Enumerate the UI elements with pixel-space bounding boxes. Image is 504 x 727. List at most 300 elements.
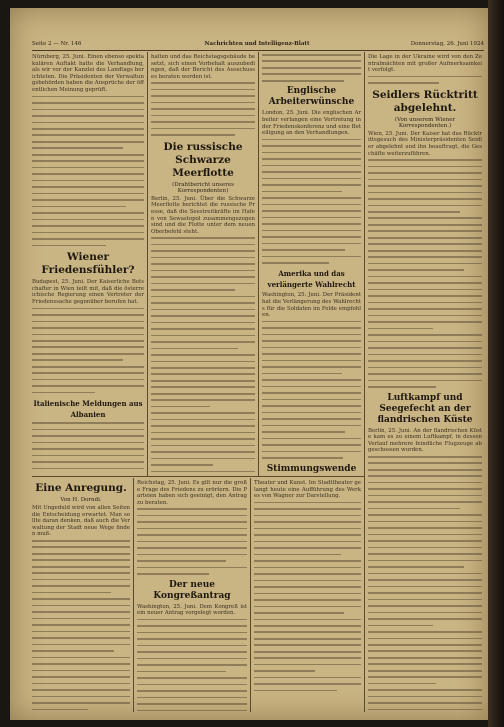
text-line bbox=[368, 702, 482, 704]
text-line bbox=[368, 289, 482, 291]
text-line bbox=[254, 567, 361, 569]
article-text: Budapest, 25. Juni. Der Kaiserliche Botschafter in Wien teilt mit, daß die österreichische Regierung einen Vertreter der Friedenssache gegenüber berufen hat. bbox=[32, 279, 144, 305]
headline-englische-arbeiterwuensche: Englische Arbeiterwünsche bbox=[268, 86, 355, 108]
column-4 bbox=[368, 54, 482, 710]
text-line bbox=[262, 73, 361, 75]
text-line bbox=[137, 710, 247, 712]
text-line bbox=[137, 703, 247, 705]
text-line bbox=[262, 392, 361, 394]
article-text: London, 25. Juni. Die englischen Arbeiter verlangen eine Vertretung in der Friedenskonferenz und eine Beteiligung an den Verhandlungen. bbox=[262, 110, 361, 137]
text-line bbox=[32, 429, 144, 431]
text-line bbox=[151, 89, 255, 91]
text-line bbox=[262, 80, 344, 82]
article-text: Theater und Kunst. Im Stadttheater gelangt heute eine Aufführung des Werkes von Wagner zur Darstellung. bbox=[254, 480, 361, 500]
text-line bbox=[368, 579, 482, 581]
text-line bbox=[137, 638, 247, 640]
text-line bbox=[137, 547, 247, 549]
text-line bbox=[151, 289, 235, 291]
text-line bbox=[262, 431, 345, 433]
text-line bbox=[254, 508, 361, 510]
text-line bbox=[368, 172, 482, 174]
text-line bbox=[368, 263, 482, 265]
text-line bbox=[32, 579, 130, 581]
text-line bbox=[368, 488, 482, 490]
text-line bbox=[151, 335, 255, 337]
text-line bbox=[254, 625, 361, 627]
text-line bbox=[137, 664, 247, 666]
text-line bbox=[151, 82, 255, 84]
text-line bbox=[368, 76, 482, 78]
text-line bbox=[254, 593, 361, 595]
text-line bbox=[137, 619, 247, 621]
headline-italienische-meldungen: Italienische Meldungen aus Albanien bbox=[33, 399, 143, 420]
text-line bbox=[151, 322, 255, 324]
header-page-number: Seite 2 — Nr. 146 bbox=[32, 41, 82, 47]
column-rule bbox=[364, 52, 365, 712]
text-line bbox=[32, 232, 144, 234]
text-line bbox=[262, 54, 361, 56]
text-line bbox=[32, 392, 95, 394]
text-line bbox=[137, 560, 226, 562]
text-line bbox=[262, 405, 361, 407]
text-line bbox=[368, 573, 482, 575]
article-text: Nürnberg, 25. Juni. Einen ebenso spektakulären Auftakt hatte die Verhandlung, als wir vor der Kanzlei des Landtags berichteten. Die Präsidenten der Verwaltungsbehörden haben die Ansprüche der öffentlichen Meinung geprüft. bbox=[32, 54, 144, 93]
text-line bbox=[254, 573, 361, 575]
text-line bbox=[151, 302, 255, 304]
text-line bbox=[137, 567, 247, 569]
text-line bbox=[151, 367, 255, 369]
text-line bbox=[32, 468, 144, 470]
text-line bbox=[137, 625, 247, 627]
header-date: Donnerstag, 26. Juni 1924 bbox=[410, 41, 484, 47]
text-line bbox=[368, 308, 482, 310]
text-line bbox=[368, 618, 482, 620]
text-line bbox=[151, 328, 255, 330]
text-line bbox=[368, 230, 482, 232]
headline-wiener-friedensfuehler: Wiener Friedensfühler? bbox=[41, 251, 135, 277]
text-line bbox=[368, 205, 482, 207]
text-line bbox=[32, 245, 106, 247]
text-line bbox=[32, 624, 130, 626]
text-line bbox=[262, 360, 361, 362]
text-line bbox=[368, 670, 482, 672]
subhead-anregung-author: Von H. Dorndi. bbox=[60, 497, 102, 503]
text-line bbox=[262, 230, 361, 232]
text-line bbox=[368, 456, 482, 458]
text-line bbox=[32, 618, 130, 620]
text-line bbox=[151, 237, 255, 239]
bottom-column-1 bbox=[32, 480, 130, 712]
text-line bbox=[368, 250, 482, 252]
text-line bbox=[254, 619, 361, 621]
text-line bbox=[368, 547, 482, 549]
text-line bbox=[32, 225, 144, 227]
text-line bbox=[32, 442, 144, 444]
text-line bbox=[368, 521, 482, 523]
text-line bbox=[32, 96, 144, 98]
text-line bbox=[32, 314, 144, 316]
text-line bbox=[137, 651, 247, 653]
text-line bbox=[32, 702, 130, 704]
text-line bbox=[254, 683, 361, 685]
text-line bbox=[262, 373, 342, 375]
text-line bbox=[32, 540, 130, 542]
article-text: Berlin, 25. Juni. An der flandrischen Küste kam es zu einem Luftkampf, in dessen Verlauf mehrere feindliche Flugzeuge abgeschossen wurden. bbox=[368, 427, 482, 454]
text-line bbox=[368, 689, 482, 691]
text-line bbox=[32, 334, 144, 336]
text-line bbox=[151, 464, 213, 466]
text-line bbox=[254, 657, 361, 659]
text-line bbox=[32, 128, 144, 130]
text-line bbox=[368, 676, 482, 678]
text-line bbox=[32, 546, 130, 548]
text-line bbox=[137, 534, 247, 536]
text-line bbox=[262, 178, 361, 180]
text-line bbox=[137, 671, 226, 673]
text-line bbox=[368, 540, 482, 542]
text-line bbox=[262, 139, 361, 141]
page-header bbox=[32, 38, 484, 51]
text-line bbox=[262, 236, 361, 238]
article-text: halten und das Reichstagsgebäude besetzt, sich einen Vorbehalt auszubedingen, daß der Bericht des Ausschusses beraten worden ist. bbox=[151, 54, 255, 80]
text-line bbox=[262, 327, 361, 329]
subhead-seidler: (Von unserem Wiener Korrespondenten.) bbox=[394, 116, 456, 129]
text-line bbox=[262, 438, 361, 440]
text-line bbox=[151, 134, 235, 136]
column-rule bbox=[258, 52, 259, 476]
text-line bbox=[32, 461, 144, 463]
text-line bbox=[368, 508, 460, 510]
text-line bbox=[368, 514, 482, 516]
text-line bbox=[32, 422, 144, 424]
text-line bbox=[368, 462, 482, 464]
text-line bbox=[32, 696, 130, 698]
text-line bbox=[368, 592, 482, 594]
text-line bbox=[137, 528, 247, 530]
text-line bbox=[32, 353, 144, 355]
text-line bbox=[368, 696, 482, 698]
text-line bbox=[32, 676, 130, 678]
text-line bbox=[368, 657, 482, 659]
text-line bbox=[368, 224, 482, 226]
headline-luftkampf: Luftkampf und Seegefecht an der flandrischen Küste bbox=[377, 392, 473, 425]
text-line bbox=[32, 553, 130, 555]
headline-stimmungswende-china: Stimmungswende bbox=[266, 463, 357, 474]
text-line bbox=[32, 566, 130, 568]
text-line bbox=[368, 599, 482, 601]
text-line bbox=[262, 399, 361, 401]
text-line bbox=[32, 689, 130, 691]
text-line bbox=[151, 315, 255, 317]
text-line bbox=[368, 302, 482, 304]
text-line bbox=[137, 658, 247, 660]
text-line bbox=[32, 167, 144, 169]
text-line bbox=[368, 663, 482, 665]
text-line bbox=[32, 448, 144, 450]
text-line bbox=[151, 257, 255, 259]
text-line bbox=[32, 321, 144, 323]
text-line bbox=[151, 128, 255, 130]
text-line bbox=[368, 495, 482, 497]
text-line bbox=[262, 321, 361, 323]
text-line bbox=[151, 283, 255, 285]
text-line bbox=[368, 386, 436, 388]
text-line bbox=[254, 534, 361, 536]
text-line bbox=[151, 276, 255, 278]
text-line bbox=[368, 315, 482, 317]
text-line bbox=[262, 425, 361, 427]
text-line bbox=[151, 108, 255, 110]
text-line bbox=[262, 243, 361, 245]
text-line bbox=[254, 502, 361, 504]
text-line bbox=[151, 373, 255, 375]
text-line bbox=[151, 432, 255, 434]
text-line bbox=[32, 598, 130, 600]
text-line bbox=[262, 412, 361, 414]
text-line bbox=[262, 451, 361, 453]
text-line bbox=[32, 709, 88, 711]
text-line bbox=[368, 469, 482, 471]
text-line bbox=[32, 435, 144, 437]
text-line bbox=[368, 501, 482, 503]
text-line bbox=[262, 171, 361, 173]
text-line bbox=[137, 677, 247, 679]
text-line bbox=[262, 67, 361, 69]
text-line bbox=[151, 244, 255, 246]
column-rule bbox=[250, 478, 251, 712]
text-line bbox=[32, 160, 144, 162]
text-line bbox=[32, 109, 144, 111]
headline-eine-anregung: Eine Anregung. bbox=[35, 482, 127, 494]
text-line bbox=[368, 373, 482, 375]
text-line bbox=[368, 482, 482, 484]
text-line bbox=[262, 217, 361, 219]
text-line bbox=[137, 541, 247, 543]
section-rule bbox=[32, 476, 364, 477]
text-line bbox=[32, 611, 130, 613]
text-line bbox=[262, 347, 361, 349]
text-line bbox=[254, 521, 361, 523]
text-line bbox=[137, 645, 247, 647]
text-line bbox=[151, 121, 255, 123]
text-line bbox=[254, 690, 337, 692]
text-line bbox=[137, 684, 247, 686]
text-line bbox=[32, 572, 130, 574]
text-line bbox=[368, 354, 482, 356]
text-line bbox=[254, 638, 361, 640]
text-line bbox=[32, 141, 144, 143]
text-line bbox=[368, 360, 482, 362]
text-line bbox=[254, 547, 361, 549]
text-line bbox=[151, 115, 255, 117]
binding-edge bbox=[488, 0, 504, 727]
text-line bbox=[137, 632, 247, 634]
text-line bbox=[262, 386, 361, 388]
text-line bbox=[262, 165, 361, 167]
text-line bbox=[262, 418, 361, 420]
text-line bbox=[32, 455, 144, 457]
text-line bbox=[254, 677, 361, 679]
text-line bbox=[32, 206, 126, 208]
article-text: Mit Ungeduld wird von allen Seiten die Entscheidung erwartet. Man sollte daran denken, daß auch die Verwaltung der Stadt neue Wege finden muß. bbox=[32, 505, 130, 538]
text-line bbox=[368, 527, 482, 529]
text-line bbox=[368, 605, 482, 607]
text-line bbox=[262, 379, 361, 381]
text-line bbox=[151, 309, 255, 311]
text-line bbox=[254, 599, 361, 601]
text-line bbox=[32, 122, 144, 124]
text-line bbox=[368, 282, 482, 284]
text-line bbox=[32, 637, 130, 639]
text-line bbox=[32, 644, 130, 646]
text-line bbox=[262, 158, 361, 160]
text-line bbox=[151, 406, 210, 408]
text-line bbox=[32, 346, 144, 348]
text-line bbox=[32, 180, 144, 182]
text-line bbox=[254, 651, 361, 653]
text-line bbox=[262, 223, 361, 225]
text-line bbox=[262, 256, 361, 258]
text-line bbox=[254, 541, 361, 543]
text-line bbox=[32, 559, 130, 561]
text-line bbox=[151, 386, 255, 388]
text-line bbox=[368, 328, 433, 330]
text-line bbox=[368, 612, 482, 614]
text-line bbox=[368, 166, 482, 168]
article-text: Washington, 25. Juni. Dem Kongreß ist ein neuer Antrag vorgelegt worden. bbox=[137, 603, 247, 617]
text-line bbox=[151, 250, 255, 252]
text-line bbox=[254, 631, 361, 633]
text-line bbox=[32, 154, 144, 156]
text-line bbox=[368, 625, 433, 627]
text-line bbox=[262, 184, 361, 186]
text-line bbox=[368, 276, 482, 278]
text-line bbox=[262, 197, 361, 199]
text-line bbox=[32, 212, 144, 214]
column-rule bbox=[133, 478, 134, 712]
text-line bbox=[32, 670, 130, 672]
newspaper-page bbox=[10, 8, 488, 720]
text-line bbox=[368, 638, 482, 640]
text-line bbox=[151, 380, 255, 382]
text-line bbox=[137, 521, 247, 523]
text-line bbox=[254, 560, 361, 562]
subhead-schwarze-meerflotte: (Drahtbericht unseres Korrespondenten) bbox=[172, 181, 234, 194]
text-line bbox=[32, 605, 130, 607]
bottom-column-2 bbox=[137, 480, 247, 712]
text-line bbox=[254, 670, 315, 672]
text-line bbox=[32, 379, 144, 381]
text-line bbox=[262, 340, 361, 342]
text-line bbox=[151, 263, 255, 265]
text-line bbox=[254, 554, 341, 556]
text-line bbox=[254, 515, 361, 517]
text-line bbox=[368, 560, 482, 562]
text-line bbox=[137, 690, 247, 692]
text-line bbox=[262, 334, 361, 336]
text-line bbox=[368, 534, 482, 536]
text-line bbox=[262, 145, 361, 147]
text-line bbox=[151, 412, 255, 414]
text-line bbox=[254, 528, 361, 530]
text-line bbox=[368, 631, 482, 633]
text-line bbox=[368, 243, 482, 245]
headline-amerika-wahlrecht: Amerika und das verlängerte Wahlrecht bbox=[267, 269, 356, 290]
text-line bbox=[137, 554, 247, 556]
text-line bbox=[32, 219, 144, 221]
text-line bbox=[32, 147, 123, 149]
text-line bbox=[254, 664, 361, 666]
text-line bbox=[368, 475, 482, 477]
article-text: Reichstag, 25. Juni. Es gilt nur die große Frage des Friedens zu erörtern. Die Parteien haben sich geeinigt, den Antrag zu beraten. bbox=[137, 480, 247, 506]
text-line bbox=[32, 173, 144, 175]
text-line bbox=[368, 192, 482, 194]
article-text: Washington, 25. Juni. Der Präsident hat die Verlängerung des Wahlrechts für die Soldaten im Felde empfohlen. bbox=[262, 292, 361, 319]
text-line bbox=[254, 644, 361, 646]
text-line bbox=[151, 348, 238, 350]
text-line bbox=[151, 445, 255, 447]
text-line bbox=[262, 204, 361, 206]
text-line bbox=[32, 102, 144, 104]
text-line bbox=[254, 586, 361, 588]
text-line bbox=[151, 399, 255, 401]
text-line bbox=[262, 457, 343, 459]
text-line bbox=[368, 347, 482, 349]
text-line bbox=[151, 354, 255, 356]
text-line bbox=[32, 372, 144, 374]
text-line bbox=[151, 270, 255, 272]
text-line bbox=[368, 82, 439, 84]
text-line bbox=[151, 425, 255, 427]
text-line bbox=[32, 631, 130, 633]
text-line bbox=[32, 650, 114, 652]
text-line bbox=[368, 269, 464, 271]
text-line bbox=[137, 515, 247, 517]
text-line bbox=[151, 438, 255, 440]
text-line bbox=[368, 683, 436, 685]
text-line bbox=[151, 361, 255, 363]
text-line bbox=[151, 458, 255, 460]
text-line bbox=[151, 296, 255, 298]
text-line bbox=[368, 334, 482, 336]
text-line bbox=[368, 237, 482, 239]
column-3 bbox=[262, 54, 361, 474]
text-line bbox=[32, 592, 111, 594]
text-line bbox=[137, 508, 247, 510]
column-2 bbox=[151, 54, 255, 474]
text-line bbox=[368, 256, 482, 258]
text-line bbox=[32, 585, 130, 587]
text-line bbox=[368, 211, 460, 213]
text-line bbox=[262, 60, 361, 62]
text-line bbox=[368, 341, 482, 343]
text-line bbox=[262, 353, 361, 355]
text-line bbox=[368, 159, 482, 161]
text-line bbox=[137, 697, 247, 699]
text-line bbox=[32, 385, 144, 387]
text-line bbox=[368, 644, 482, 646]
text-line bbox=[262, 210, 361, 212]
text-line bbox=[368, 198, 482, 200]
bottom-column-3 bbox=[254, 480, 361, 712]
text-line bbox=[368, 553, 482, 555]
text-line bbox=[32, 359, 123, 361]
text-line bbox=[151, 102, 255, 104]
text-line bbox=[368, 217, 482, 219]
text-line bbox=[32, 134, 144, 136]
text-line bbox=[262, 444, 361, 446]
text-line bbox=[368, 367, 482, 369]
